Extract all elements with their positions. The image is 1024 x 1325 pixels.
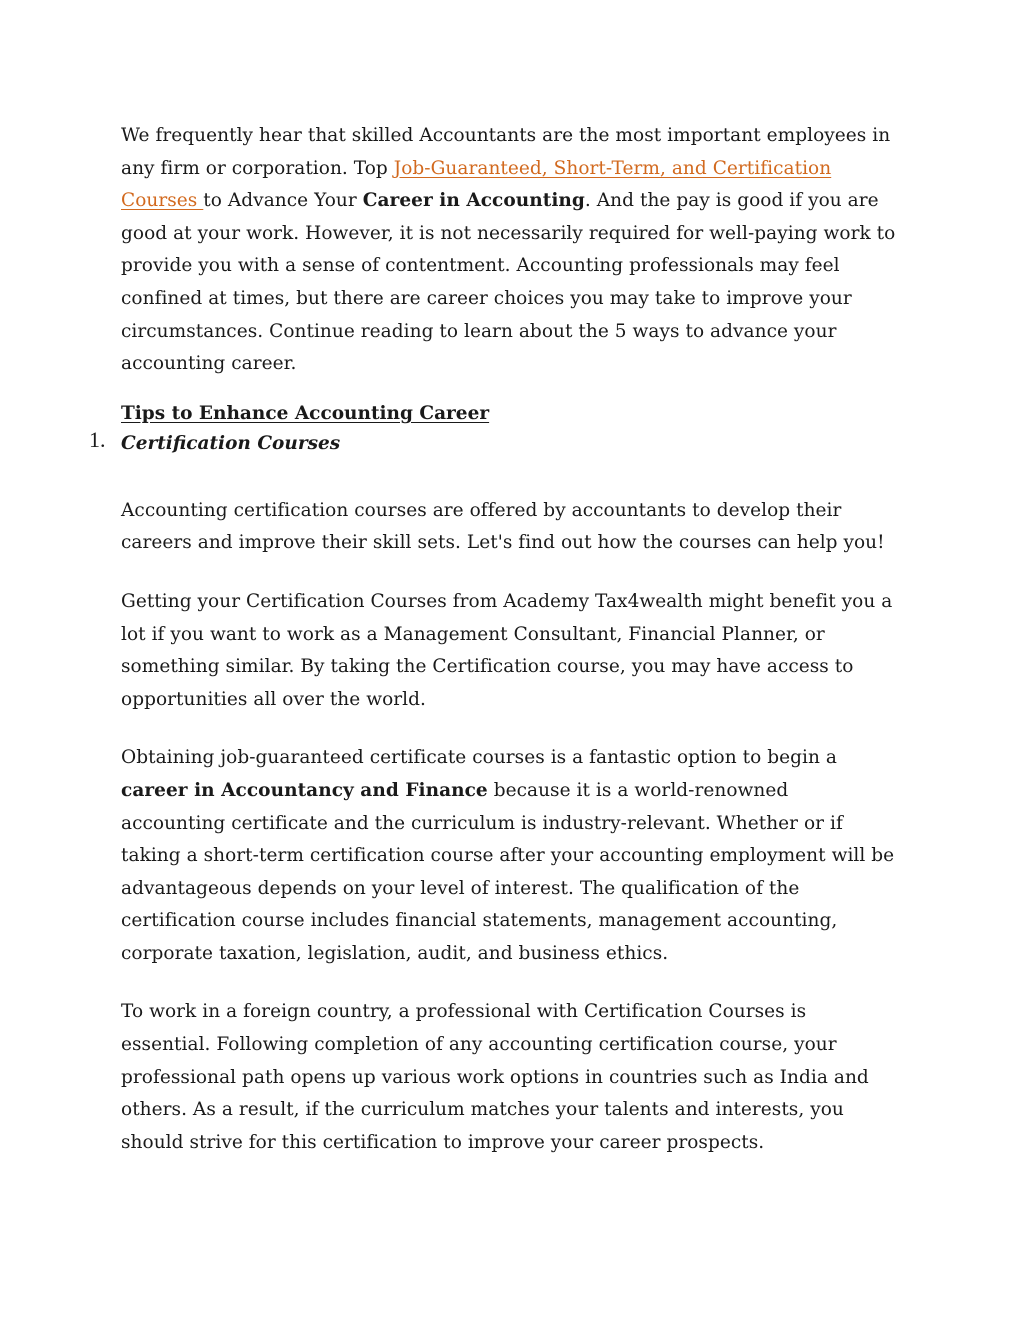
paragraph-2: Getting your Certification Courses from Academy Tax4wealth might benefit you a lot if you want to work as a Management Consultant, Financial Planner, or something similar. By taking the Certification course, you may have access to opportunities all over the world. xyxy=(121,590,893,710)
list-item-title: Certification Courses xyxy=(121,432,341,454)
paragraph-3-bold: career in Accountancy and Finance xyxy=(121,779,488,801)
section-heading: Tips to Enhance Accounting Career xyxy=(121,402,490,424)
intro-text-3: . And the pay is good if you are good at your work. However, it is not necessarily required for well-paying work to provide you with a sense of contentment. Accounting professionals may feel confined at times, but there are career choices you may take to improve your circumstances. Continue reading to learn about the 5 ways to advance your accounting career. xyxy=(121,190,896,375)
list-item-certification xyxy=(89,426,896,459)
courses-link[interactable]: Job-Guaranteed, Short-Term, and Certification Courses xyxy=(121,157,832,212)
paragraph-1: Accounting certification courses are offered by accountants to develop their careers and improve their skill sets. Let's find out how the courses can help you! xyxy=(121,499,885,554)
list-number: 1. xyxy=(89,426,106,452)
intro-paragraph xyxy=(121,120,896,381)
paragraph-4: To work in a foreign country, a professional with Certification Courses is essential. Following completion of any accounting certification course, your professional path opens up various work options in countries such as India and others. As a result, if the curriculum matches your talents and interests, you should strive for this certification to improve your career prospects. xyxy=(121,1001,869,1153)
intro-text-2: to Advance Your xyxy=(203,190,363,212)
intro-text-1: We frequently hear that skilled Accountants are the most important employees in any firm or corporation. Top xyxy=(121,125,891,179)
intro-bold-career: Career in Accounting xyxy=(362,190,585,212)
document-body xyxy=(89,120,896,1185)
paragraph-3 xyxy=(121,742,896,970)
paragraph-3-text-2: because it is a world-renowned accounting certificate and the curriculum is industry-relevant. Whether or if taking a short-term certification course after your accounting employment will be advantageous depends on your level of interest. The qualification of the certification course includes financial statements, management accounting, corporate taxation, legislation, audit, and business ethics. xyxy=(121,779,895,964)
paragraph-3-text-1: Obtaining job-guaranteed certificate courses is a fantastic option to begin a xyxy=(121,747,837,769)
